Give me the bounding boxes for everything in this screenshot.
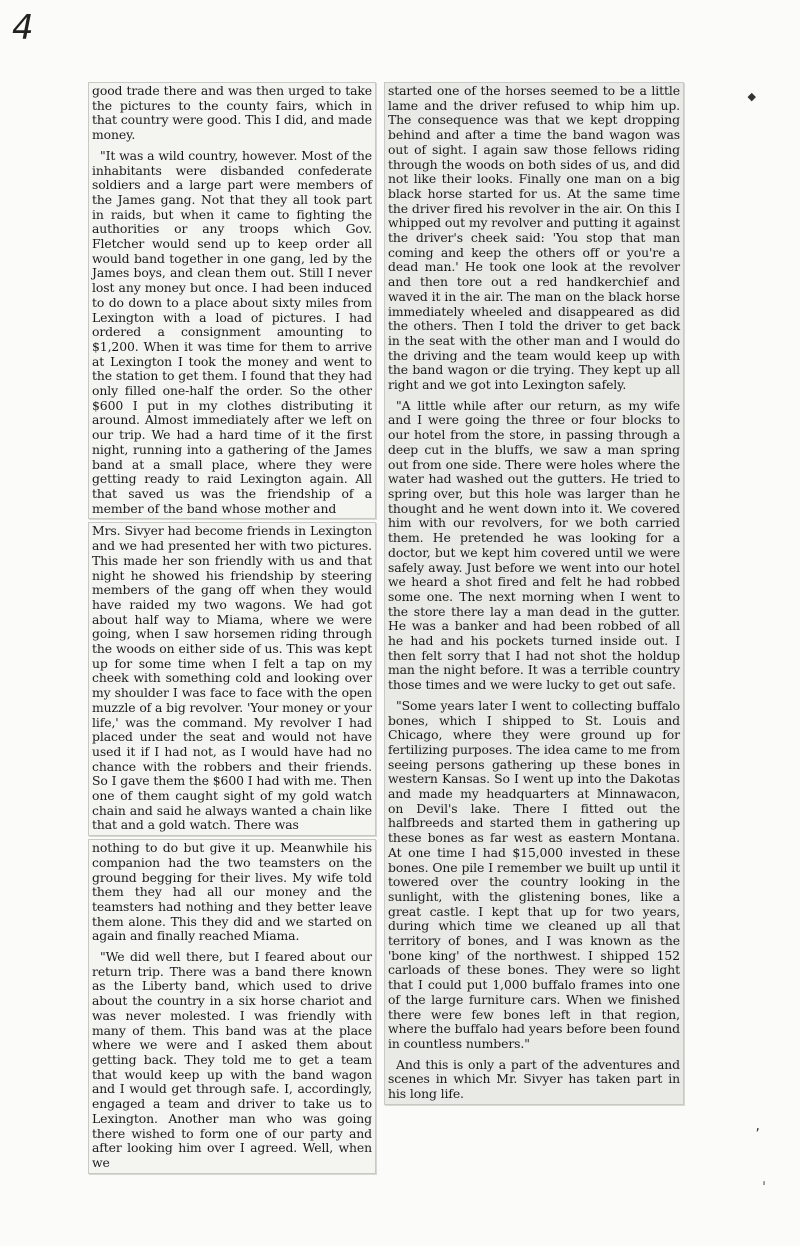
clipping-3 bbox=[88, 839, 376, 1173]
paragraph: nothing to do but give it up. Meanwhile his companion had the two teamsters on the ground begging for their lives. My wife told them they had all our money and the teamsters had nothing and they better leave them alone. This they did and we started on again and finally reached Miama. bbox=[92, 840, 372, 944]
page-number: 4 bbox=[12, 8, 34, 48]
clipping-2 bbox=[88, 522, 376, 836]
paragraph: started one of the horses seemed to be a little lame and the driver refused to whip him up. The consequence was that we kept dropping behind and after a time the band wagon was out of sight. I again saw those fellows riding through the woods on both sides of us, and did not like their looks. Finally one man on a big black horse started for us. At the same time the driver fired his revolver in the air. On this I whipped out my revolver and putting it against the driver's cheek said: 'You stop that man coming and keep the others off or you're a dead man.' He took one look at the revolver and then tore out a red handkerchief and waved it in the air. The man on the black horse immediately wheeled and disappeared as did the others. Then I told the driver to get back in the seat with the other man and I would do the driving and the team would keep up with the band wagon or die trying. They kept up all right and we got into Lexington safely. bbox=[388, 83, 680, 393]
right-column bbox=[384, 82, 684, 1108]
paragraph: "We did well there, but I feared about our return trip. There was a band there known as the Liberty band, which used to drive about the country in a six horse chariot and was never molested. I was friendly with many of them. This band was at the place where we were and I asked them about getting back. They told me to get a team that would keep up with the band wagon and I would get through safe. I, accordingly, engaged a team and driver to take us to Lexington. Another man who was going there wished to form one of our party and after looking him over I agreed. Well, when we bbox=[92, 949, 372, 1170]
left-column bbox=[88, 82, 376, 1177]
clipping-1 bbox=[88, 82, 376, 519]
margin-mark: ˈ bbox=[762, 1180, 766, 1196]
paragraph: "A little while after our return, as my wife and I were going the three or four blocks to our hotel from the store, in passing through a deep cut in the bluffs, we saw a man spring out from one side. There were holes where the water had washed out the gutters. He tried to spring over, but this hole was larger than he thought and he went down into it. We covered him with our revolvers, for we both carried them. He pretended he was looking for a doctor, but we kept him covered until we were safely away. Just before we went into our hotel we heard a shot fired and felt he had robbed some one. The next morning when I went to the store there lay a man dead in the gutter. He was a banker and had been robbed of all he had and his pockets turned inside out. I then felt sorry that I had not shot the holdup man the night before. It was a terrible country those times and we were lucky to get out safe. bbox=[388, 397, 680, 693]
paragraph: good trade there and was then urged to take the pictures to the county fairs, which in that country were good. This I did, and made money. bbox=[92, 83, 372, 143]
paragraph: "It was a wild country, however. Most of the inhabitants were disbanded confederate soldiers and a large part were members of the James gang. Not that they all took part in raids, but when it came to fighting the authorities or any troops which Gov. Fletcher would send up to keep order all would band together in one gang, led by the James boys, and clean them out. Still I never lost any money but once. I had been induced to do down to a place about sixty miles from Lexington with a load of pictures. I had ordered a consignment amounting to $1,200. When it was time for them to arrive at Lexington I took the money and went to the station to get them. I found that they had only filled one-half the order. So the other $600 I put in my clothes distributing it around. Almost immediately after we left on our trip. We had a hard time of it the first night, running into a gathering of the James band at a small place, where they were getting ready to raid Lexington again. All that saved us was the friendship of a member of the band whose mother and bbox=[92, 147, 372, 516]
paragraph: "Some years later I went to collecting buffalo bones, which I shipped to St. Louis and Chicago, where they were ground up for fertilizing purposes. The idea came to me from seeing persons gathering up these bones in western Kansas. So I went up into the Dakotas and made my headquarters at Minnawacon, on Devil's lake. There I fitted out the halfbreeds and started them in gathering up these bones as far west as eastern Montana. At one time I had $15,000 invested in these bones. One pile I remember we built up until it towered over the country looking in the sunlight, with the glistening bones, like a great castle. I kept that up for two years, during which time we cleaned up all that territory of bones, and I was known as the 'bone king' of the northwest. I shipped 152 carloads of these bones. They were so light that I could put 1,000 buffalo frames into one of the large furniture cars. When we finished there were few bones left in that region, where the buffalo had years before been found in countless numbers." bbox=[388, 697, 680, 1051]
margin-mark: ◆ bbox=[747, 90, 756, 103]
paragraph: And this is only a part of the adventures and scenes in which Mr. Sivyer has taken part in his long life. bbox=[388, 1056, 680, 1102]
clipping-4 bbox=[384, 82, 684, 1105]
margin-mark: , bbox=[755, 1118, 760, 1134]
paragraph: Mrs. Sivyer had become friends in Lexington and we had presented her with two pictures. This made her son friendly with us and that night he showed his friendship by steering members of the gang off when they would have raided my two wagons. We had got about half way to Miama, where we were going, when I saw horsemen riding through the woods on either side of us. This was kept up for some time when I felt a tap on my cheek with something cold and looking over my shoulder I was face to face with the open muzzle of a big revolver. 'Your money or your life,' was the command. My revolver I had placed under the seat and would not have used it if I had not, as I would have had no chance with the robbers and their friends. So I gave them the $600 I had with me. Then one of them caught sight of my gold watch chain and said he always wanted a chain like that and a gold watch. There was bbox=[92, 523, 372, 833]
